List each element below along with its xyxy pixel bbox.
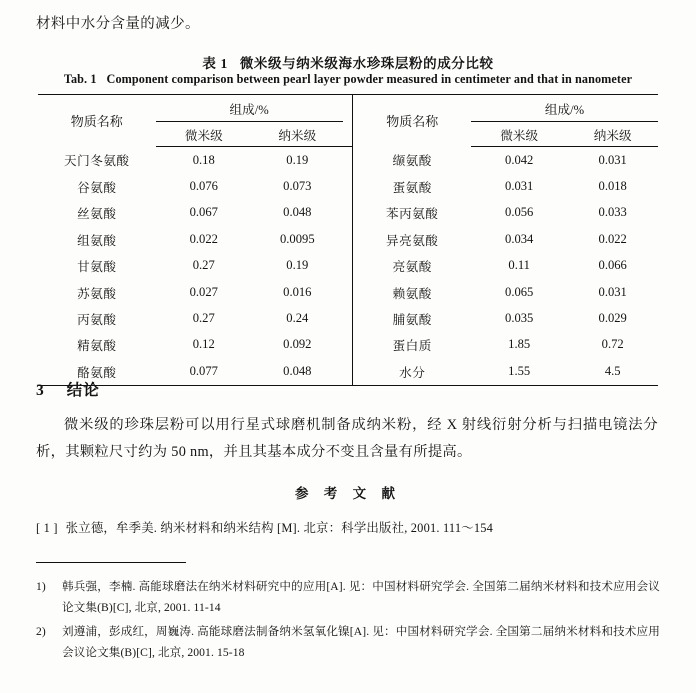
header-composition-right: 组成/% (471, 95, 658, 122)
cell-nano: 0.19 (286, 258, 309, 273)
cell-micro: 0.056 (505, 205, 534, 220)
table-title-chinese (0, 52, 696, 72)
footnote-item (36, 576, 660, 618)
cell-nano: 0.048 (252, 358, 343, 385)
table-row (38, 173, 658, 199)
cell-name: 缬氨酸 (353, 147, 471, 174)
header-composition-left: 组成/% (156, 95, 343, 122)
cell-name: 蛋氨酸 (353, 173, 471, 199)
cell-micro: 0.27 (192, 258, 215, 273)
cell-name: 苯丙氨酸 (353, 200, 471, 226)
cell-micro: 1.55 (471, 358, 567, 385)
header-spacer-2 (343, 122, 353, 147)
cell-nano: 0.0095 (279, 231, 315, 246)
cell-micro: 1.85 (508, 337, 531, 352)
cell-name: 水分 (353, 358, 471, 385)
cell-micro: 0.076 (189, 179, 218, 194)
row-spacer (343, 305, 353, 331)
table-row (38, 305, 658, 331)
cell-nano: 0.016 (283, 284, 312, 299)
composition-table (38, 94, 658, 386)
cell-nano: 0.029 (598, 311, 627, 326)
row-spacer (343, 147, 353, 174)
footnote-marker: 2) (36, 625, 46, 638)
cell-nano: 0.092 (283, 337, 312, 352)
cell-name: 精氨酸 (77, 339, 117, 354)
cell-micro: 0.065 (505, 284, 534, 299)
cell-name: 谷氨酸 (77, 181, 117, 196)
header-nano-left: 纳米级 (252, 122, 343, 147)
cell-name: 赖氨酸 (353, 279, 471, 305)
footnote-item (36, 621, 660, 663)
cell-micro: 0.035 (505, 311, 534, 326)
cell-micro: 0.031 (505, 179, 534, 194)
cell-micro: 0.12 (192, 337, 215, 352)
cell-micro: 0.034 (505, 231, 534, 246)
cell-name: 脯氨酸 (353, 305, 471, 331)
table-title-en-text: Component comparison between pearl layer powder measured in centimeter and that in nanometer (106, 72, 633, 86)
cell-micro: 0.067 (189, 205, 218, 220)
cell-name: 异亮氨酸 (353, 226, 471, 252)
footnote-divider (36, 562, 186, 563)
row-spacer (343, 253, 353, 279)
section-heading (36, 378, 100, 400)
row-spacer (343, 279, 353, 305)
section-number: 3 (36, 382, 45, 399)
cell-name: 亮氨酸 (353, 253, 471, 279)
cell-name: 酪氨酸 (38, 358, 156, 385)
header-micro-left: 微米级 (156, 122, 252, 147)
cell-micro: 0.27 (192, 311, 215, 326)
footnote-marker: 1) (36, 580, 46, 593)
cell-nano: 0.073 (283, 179, 312, 194)
cell-nano: 4.5 (567, 358, 658, 385)
cell-name: 丝氨酸 (77, 207, 117, 222)
row-spacer (343, 226, 353, 252)
cell-nano: 0.018 (598, 179, 627, 194)
intro-text: 材料中水分含量的减少。 (36, 16, 200, 32)
cell-micro: 0.18 (192, 152, 215, 167)
cell-nano: 0.031 (598, 284, 627, 299)
table-row (38, 147, 658, 174)
cell-nano: 0.19 (286, 152, 309, 167)
cell-name: 天门冬氨酸 (64, 154, 130, 169)
cell-name: 丙氨酸 (77, 313, 117, 328)
header-spacer (343, 95, 353, 122)
table-number: 表 1 (202, 56, 228, 71)
row-spacer (343, 358, 353, 385)
cell-nano: 0.031 (598, 152, 627, 167)
header-name-left: 物质名称 (38, 95, 156, 147)
footnote-text: 韩兵强，李楠. 高能球磨法在纳米材料研究中的应用[A]. 见：中国材料研究学会. 全国第二届纳米材料和技术应用会议论文集(B)[C], 北京, 2001. 11-14 (62, 580, 660, 614)
footnotes (36, 576, 660, 666)
cell-name: 甘氨酸 (77, 260, 117, 275)
header-nano-right: 纳米级 (567, 122, 658, 147)
cell-nano: 0.048 (283, 205, 312, 220)
cell-name: 苏氨酸 (77, 286, 117, 301)
cell-nano: 0.066 (598, 258, 627, 273)
cell-nano: 0.24 (286, 311, 309, 326)
cell-nano: 0.033 (598, 205, 627, 220)
cell-micro: 0.022 (189, 231, 218, 246)
references-heading: 参 考 文 献 (294, 486, 402, 501)
cell-name: 蛋白质 (353, 332, 471, 358)
footnote-text: 刘遵浦，彭成红，周巍涛. 高能球磨法制备纳米氢氧化镍[A]. 见：中国材料研究学会. 全国第二届纳米材料和技术应用会议论文集(B)[C], 北京, 2001. 15-18 (62, 625, 660, 659)
row-spacer (343, 200, 353, 226)
table-row (38, 226, 658, 252)
table-row (38, 358, 658, 385)
table-header-row-1 (38, 95, 658, 122)
table-row (38, 332, 658, 358)
table-row (38, 253, 658, 279)
reference-marker: [ 1 ] (36, 521, 58, 535)
header-name-right: 物质名称 (353, 95, 471, 147)
table-row (38, 279, 658, 305)
conclusion-paragraph: 微米级的珍珠层粉可以用行星式球磨机制备成纳米粉，经 X 射线衍射分析与扫描电镜法分析，其颗粒尺寸约为 50 nm，并且其基本成分不变且含量有所提高。 (36, 417, 658, 460)
cell-micro: 0.042 (505, 152, 534, 167)
table-row (38, 200, 658, 226)
cell-micro: 0.11 (508, 258, 530, 273)
section-title: 结论 (66, 382, 100, 399)
table-number-en: Tab. 1 (63, 72, 97, 86)
reference-text: 张立德，牟季美. 纳米材料和纳米结构 [M]. 北京：科学出版社, 2001. 111～154 (65, 521, 494, 535)
row-spacer (343, 173, 353, 199)
header-micro-right: 微米级 (471, 122, 567, 147)
table-title-cn-text: 微米级与纳米级海水珍珠层粉的成分比较 (239, 56, 494, 71)
reference-item (36, 518, 658, 536)
cell-micro: 0.077 (156, 358, 252, 385)
cell-name: 组氨酸 (77, 233, 117, 248)
cell-nano: 0.72 (601, 337, 624, 352)
cell-micro: 0.027 (189, 284, 218, 299)
row-spacer (343, 332, 353, 358)
table-title-english (0, 72, 696, 87)
cell-nano: 0.022 (598, 231, 627, 246)
